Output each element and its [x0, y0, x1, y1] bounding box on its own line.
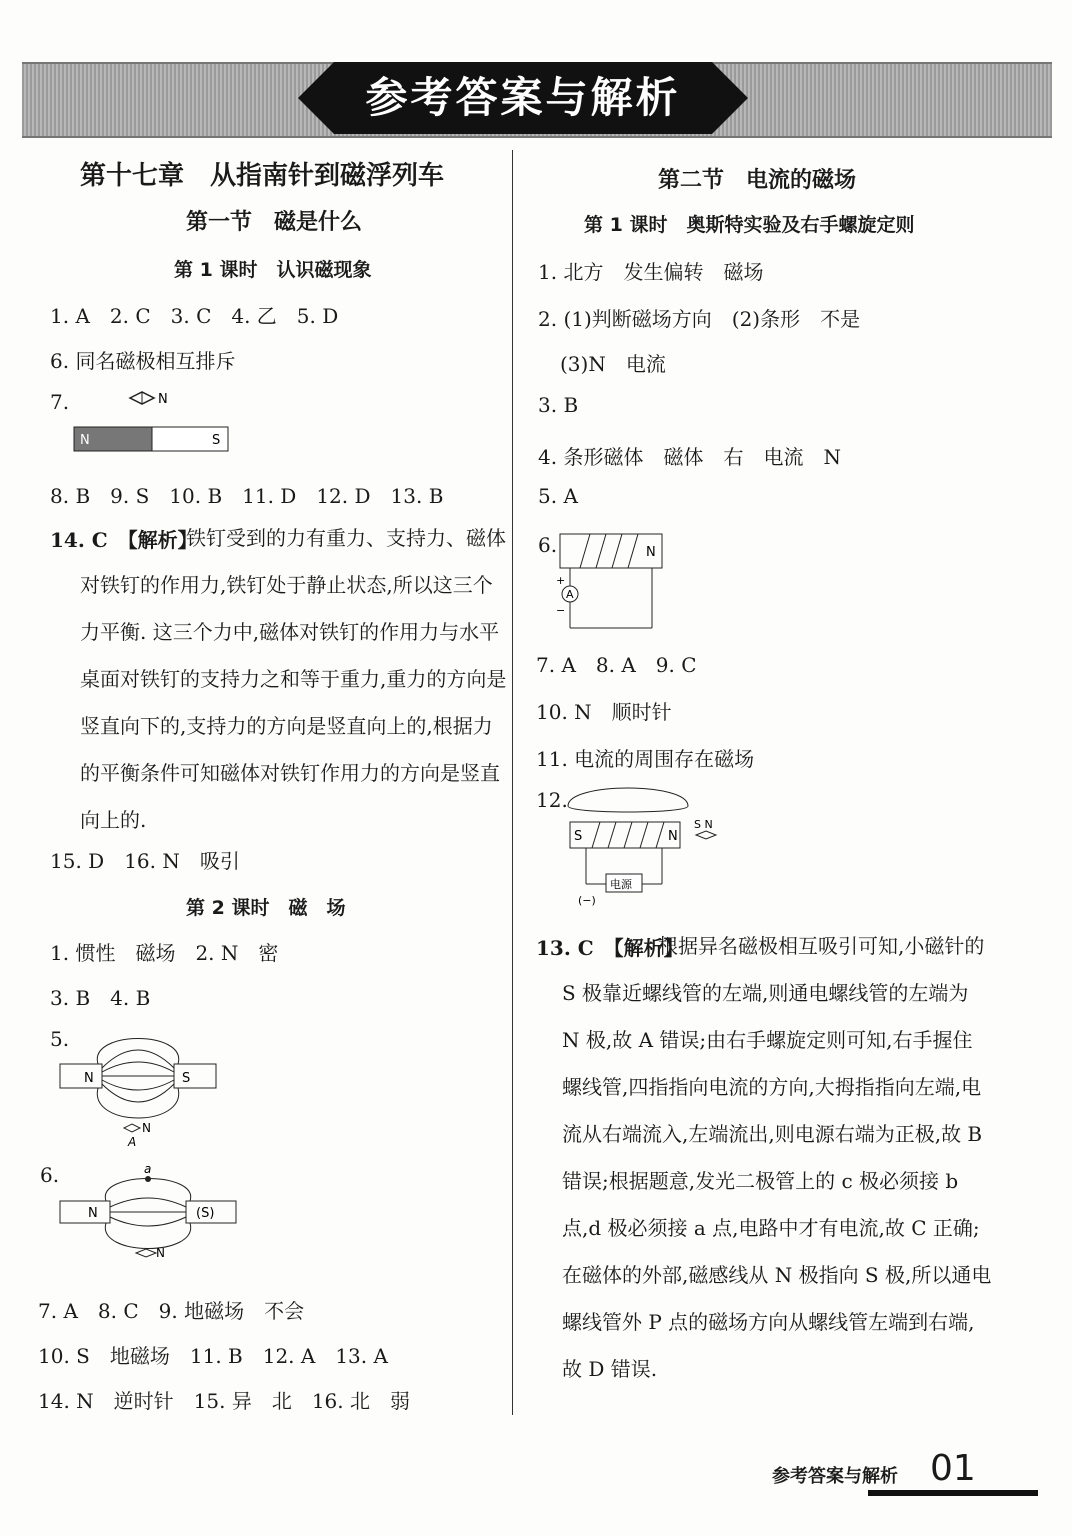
- figure-bar-magnet: [70, 385, 270, 455]
- question-number: 5.: [50, 1027, 70, 1051]
- explanation-head: 13. C 【解析】: [536, 936, 684, 960]
- explanation-head: 14. C 【解析】: [50, 528, 198, 552]
- svg-text:N: N: [668, 829, 678, 844]
- question-number: 7.: [50, 390, 70, 414]
- lesson-title-3: 第 1 课时 奥斯特实验及右手螺旋定则: [584, 214, 915, 236]
- svg-text:A: A: [566, 588, 574, 601]
- svg-text:S: S: [182, 1071, 191, 1086]
- svg-text:N: N: [84, 1071, 94, 1086]
- footer-bar: [868, 1490, 1038, 1496]
- svg-text:a: a: [144, 1162, 152, 1176]
- section-title-1: 第一节 磁是什么: [186, 210, 363, 235]
- svg-text:−: −: [556, 604, 566, 617]
- question-number: 12.: [536, 788, 568, 812]
- answer-line: 6. 同名磁极相互排斥: [50, 349, 236, 373]
- answer-line: 8. B 9. S 10. B 11. D 12. D 13. B: [50, 484, 444, 508]
- answer-line: 14. N 逆时针 15. 异 北 16. 北 弱: [38, 1389, 410, 1413]
- figure-field-lines-ns-2: [60, 1162, 240, 1285]
- page-title: 参考答案与解析: [365, 73, 681, 122]
- answer-line: 10. S 地磁场 11. B 12. A 13. A: [38, 1344, 388, 1368]
- magnet-n-label: N: [80, 433, 90, 448]
- lesson-title-2: 第 2 课时 磁 场: [186, 897, 346, 919]
- answer-line: 11. 电流的周围存在磁场: [536, 747, 755, 771]
- answer-line: 1. A 2. C 3. C 4. 乙 5. D: [50, 304, 339, 328]
- lesson-title-1: 第 1 课时 认识磁现象: [174, 259, 372, 281]
- answer-line: 10. N 顺时针: [536, 700, 672, 724]
- section-title-2: 第二节 电流的磁场: [658, 168, 857, 193]
- magnet-s-label: S: [212, 433, 221, 448]
- answer-line: 5. A: [538, 484, 578, 508]
- svg-text:(−): (−): [578, 894, 596, 907]
- svg-text:电源: 电源: [610, 878, 632, 891]
- figure-solenoid-ammeter: [552, 528, 672, 638]
- answer-line: 4. 条形磁体 磁体 右 电流 N: [538, 445, 841, 469]
- question-number: 6.: [40, 1163, 60, 1187]
- svg-text:(S): (S): [196, 1206, 215, 1221]
- answer-line: 7. A 8. A 9. C: [536, 653, 697, 677]
- compass-n-label: N: [158, 392, 168, 407]
- column-divider: [512, 150, 513, 1415]
- explanation-text: 铁钉受到的力有重力、支持力、磁体对铁钉的作用力,铁钉处于静止状态,所以这三个力平衡. 这三个力中,磁体对铁钉的作用力与水平桌面对铁钉的支持力之和等于重力,重力的方向是竖直向下的,支持力的方向是竖直向上的,根据力的平衡条件可知磁体对铁钉作用力的方向是竖直向上的.: [80, 526, 507, 832]
- compass-needle-icon: [696, 831, 716, 839]
- svg-text:S: S: [574, 829, 583, 844]
- svg-text:S N: S N: [694, 818, 713, 831]
- figure-solenoid-source: [562, 788, 742, 908]
- chapter-title: 第十七章 从指南针到磁浮列车: [80, 161, 445, 191]
- compass-needle-icon: [136, 1249, 156, 1257]
- answer-line: 3. B 4. B: [50, 986, 151, 1010]
- answer-line: 2. (1)判断磁场方向 (2)条形 不是: [538, 307, 861, 331]
- page-number: 01: [930, 1448, 976, 1489]
- question-number: 6.: [538, 533, 558, 557]
- svg-text:+: +: [556, 574, 566, 587]
- svg-text:N: N: [646, 545, 656, 560]
- compass-needle-icon: [124, 1124, 140, 1132]
- explanation-text: 根据异名磁极相互吸引可知,小磁针的 S 极靠近螺线管的左端,则通电螺线管的左端为 N 极,故 A 错误;由右手螺旋定则可知,右手握住螺线管,四指指向电流的方向,大拇指指向左端,电流从右端流入,左端流出,则电源右端为正极,故 B 错误;根据题意,发光二极管上的 c 极必须接 b 点,d 极必须接 a 点,电路中才有电流,故 C 正确;在磁体的外部,磁感线从 N 极指向 S 极,所以通电螺线管外 P 点的磁场方向从螺线管左端到右端,故 D 错误.: [562, 934, 992, 1381]
- svg-text:A: A: [128, 1135, 137, 1149]
- answer-line: (3)N 电流: [560, 352, 666, 376]
- answer-line: 15. D 16. N 吸引: [50, 849, 240, 873]
- figure-field-lines-ns: [58, 1030, 238, 1150]
- svg-text:N: N: [88, 1206, 98, 1221]
- answer-line: 7. A 8. C 9. 地磁场 不会: [38, 1299, 305, 1323]
- answer-line: 3. B: [538, 393, 579, 417]
- answer-line: 1. 惯性 磁场 2. N 密: [50, 941, 279, 965]
- answer-line: 1. 北方 发生偏转 磁场: [538, 260, 764, 284]
- footer-label: 参考答案与解析: [772, 1466, 898, 1487]
- svg-text:N: N: [156, 1246, 165, 1260]
- svg-text:N: N: [142, 1121, 151, 1135]
